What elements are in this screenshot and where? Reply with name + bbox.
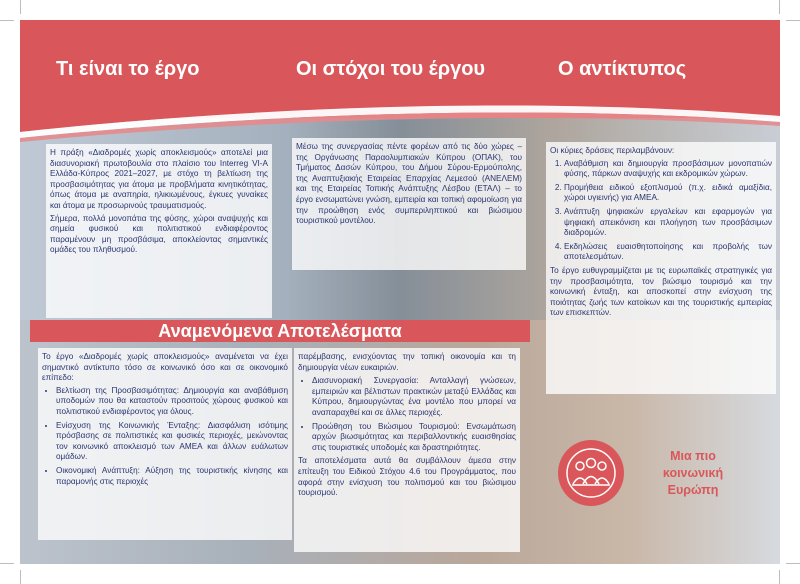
panel-results-right	[294, 348, 520, 552]
list-item: • Βελτίωση της Προσβασιμότητας: Δημιουργία και αναβάθμιση υποδομών που θα καταστούν προσιτούς χώρους φυσικού και πολιτιστικού ενδιαφέροντος για όλους.	[56, 386, 288, 418]
impact-outro: Το έργο ευθυγραμμίζεται με τις ευρωπαϊκές στρατηγικές για την προσβασιμότητα, τον βιώσιμο τουρισμό και την κοινωνική ένταξη, και αποσκοπεί στην ενίσχυση της ποιότητας ζωής των κατοίκων και της τουριστικής εμπειρίας των επισκεπτών.	[550, 265, 772, 318]
crop-mark	[0, 563, 14, 564]
results-intro: Το έργο «Διαδρομές χωρίς αποκλεισμούς» αναμένεται να έχει σημαντικό αντίκτυπο τόσο σε κοινωνικό όσο και σε οικονομικό επίπεδο:	[42, 352, 288, 383]
slogan-line: Ευρώπη	[667, 483, 719, 497]
panel-what	[46, 144, 272, 318]
slogan	[628, 448, 758, 499]
slogan-line: Μια πιο	[670, 449, 716, 463]
heading-impact: Ο αντίκτυπος	[558, 58, 687, 80]
list-item: • Ενίσχυση της Κοινωνικής Ένταξης: Διασφάλιση ισότιμης πρόσβασης σε πολιτιστικές και φυσικές περιοχές, μειώνοντας τον κοινωνικό αποκλεισμό των ΑΜΕΑ και άλλων ευάλωτων ομάδων.	[56, 421, 288, 463]
results-list-right	[298, 376, 516, 453]
goals-paragraph-1: Μέσω της συνεργασίας πέντε φορέων από τις δύο χώρες – της Οργάνωσης Παραολυμπιακών Κύπρου (ΟΠΑΚ), του Τμήματος Δασών Κύπρου, του Δήμου Σύρου-Ερμούπολης, της Αναπτυξιακής Εταιρείας Επαρχίας Λεμεσού (ΑΝΕΛΕΜ) και της Εταιρείας Τοπικής Ανάπτυξης Λέσβου (ΕΤΑΛ) – το έργο ενσωματώνει γνώση, εμπειρία και τοπική αφομοίωση για την προώθηση ενός συμπεριληπτικού και βιώσιμου τουριστικού μοντέλου.	[296, 142, 522, 226]
crop-mark	[786, 20, 800, 21]
crop-mark	[779, 570, 780, 584]
crop-mark	[20, 0, 21, 14]
list-item: 2. Προμήθεια ειδικού εξοπλισμού (π.χ. ειδικά αμαξίδια, χώροι υγιεινής) για ΑΜΕΑ.	[564, 183, 772, 204]
crop-mark	[786, 563, 800, 564]
brochure-sheet	[20, 20, 780, 564]
heading-goals: Οι στόχοι του έργου	[296, 58, 486, 80]
results-continuation: παρέμβασης, ενισχύοντας την τοπική οικονομία και τη δημιουργία νέων ευκαιριών.	[298, 352, 516, 372]
list-item: • Οικονομική Ανάπτυξη: Αύξηση της τουριστικής κίνησης και παραμονής στις περιοχές	[56, 466, 288, 487]
panel-goals	[292, 138, 526, 270]
list-item: 4. Εκδηλώσεις ευαισθητοποίησης και προβολής των αποτελεσμάτων.	[564, 242, 772, 263]
impact-intro: Οι κύριες δράσεις περιλαμβάνουν:	[550, 146, 675, 155]
impact-list	[550, 159, 772, 263]
panel-results-left	[38, 348, 292, 540]
crop-mark	[20, 570, 21, 584]
what-paragraph-1: Η πράξη «Διαδρομές χωρίς αποκλεισμούς» αποτελεί μια διασυνοριακή πρωτοβουλία στο πλαίσιο του Interreg VI-A Ελλάδα-Κύπρος 2021–2027, με στόχο τη βελτίωση της προσβασιμότητας για άτομα με προβλήματα κινητικότητας, όπως άτομα με αναπηρία, ηλικιωμένους, έγκυες γυναίκες και άτομα με προσωρινούς τραυματισμούς.	[50, 148, 268, 210]
list-item: • Προώθηση του Βιώσιμου Τουρισμού: Ενσωμάτωση αρχών βιωσιμότητας και περιβαλλοντικής ευαισθησίας στις τουριστικές υποδομές και δραστηριότητες.	[312, 422, 516, 454]
results-outro: Τα αποτελέσματα αυτά θα συμβάλλουν άμεσα στην επίτευξη του Ειδικού Στόχου 4.6 του Προγράμματος, που αφορά στην ενίσχυση του πολιτισμού και του βιώσιμου τουρισμού.	[298, 456, 516, 498]
results-list-left	[42, 386, 288, 487]
list-item: • Διασυνοριακή Συνεργασία: Ανταλλαγή γνώσεων, εμπειριών και βέλτιστων πρακτικών μεταξύ Ελλάδας και Κύπρου, δημιουργώντας ένα μοντέλο που μπορεί να αναπαραχθεί και σε άλλες περιοχές.	[312, 376, 516, 418]
heading-results: Αναμενόμενα Αποτελέσματα	[158, 321, 402, 341]
list-item: 3. Ανάπτυξη ψηφιακών εργαλείων και εφαρμογών για ψηφιακή απεικόνιση και πλοήγηση των προσβάσιμων διαδρομών.	[564, 207, 772, 239]
panel-impact	[546, 142, 776, 394]
crop-mark	[779, 0, 780, 14]
list-item: 1. Αναβάθμιση και δημιουργία προσβάσιμων μονοπατιών φύσης, πάρκων αναψυχής και εκδρομικών χώρων.	[564, 159, 772, 180]
slogan-line: κοινωνική	[662, 466, 724, 480]
crop-mark	[0, 20, 14, 21]
what-paragraph-2: Σήμερα, πολλά μονοπάτια της φύσης, χώροι αναψυχής και σημεία φυσικού και πολιτιστικού ενδιαφέροντος παραμένουν μη προσβάσιμα, αποκλείοντας σημαντικές ομάδες του πληθυσμού.	[50, 213, 268, 255]
heading-what: Τι είναι το έργο	[56, 58, 200, 80]
people-group-icon	[558, 440, 624, 506]
